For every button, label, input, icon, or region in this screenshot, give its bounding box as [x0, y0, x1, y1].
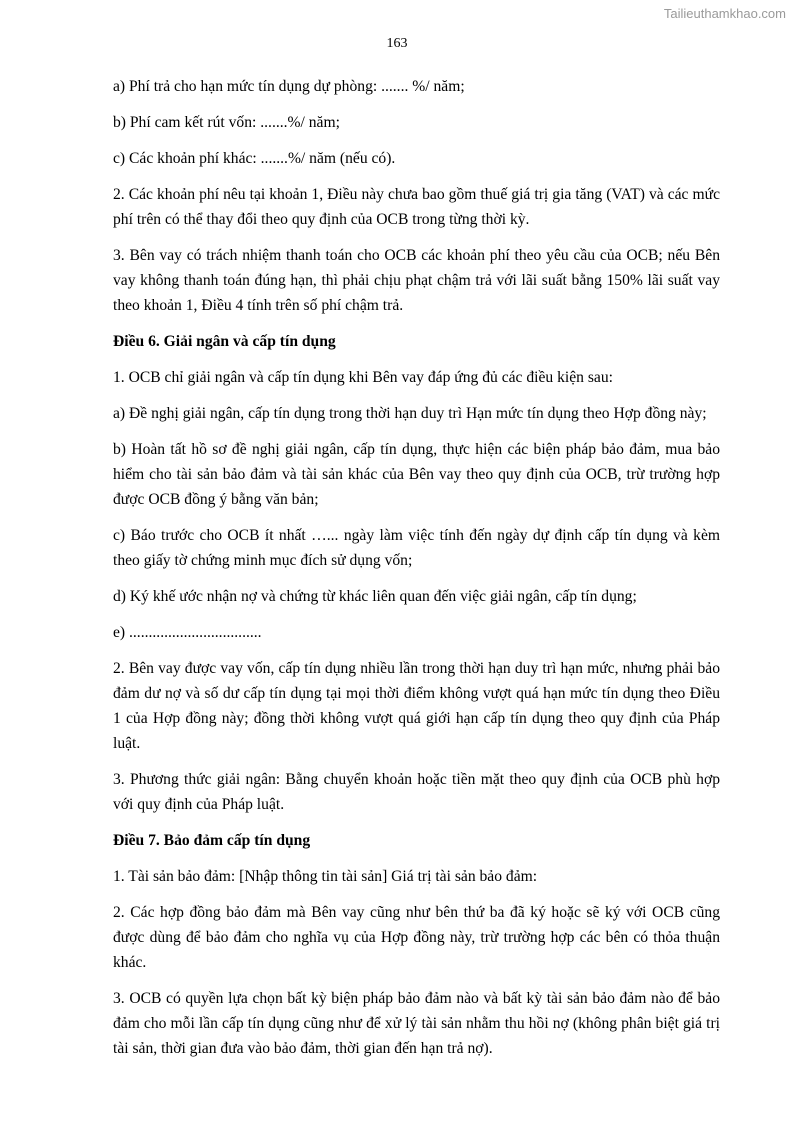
- article-6-item-c: c) Báo trước cho OCB ít nhất …... ngày làm việc tính đến ngày dự định cấp tín dụng và kèm theo giấy tờ chứng minh mục đích sử dụng vốn;: [113, 527, 720, 569]
- watermark: Tailieuthamkhao.com: [663, 6, 786, 21]
- article-6-clause-3: 3. Phương thức giải ngân: Bằng chuyển khoản hoặc tiền mặt theo quy định của OCB phù hợp với quy định của Pháp luật.: [113, 771, 720, 813]
- article-6-item-e: e) ..................................: [113, 624, 262, 641]
- clause-2-vat: 2. Các khoản phí nêu tại khoản 1, Điều này chưa bao gồm thuế giá trị gia tăng (VAT) và các mức phí trên có thể thay đổi theo quy định của OCB trong từng thời kỳ.: [113, 186, 720, 228]
- article-6-item-d: d) Ký khế ước nhận nợ và chứng từ khác liên quan đến việc giải ngân, cấp tín dụng;: [113, 588, 637, 605]
- article-6-heading: Điều 6. Giải ngân và cấp tín dụng: [113, 333, 336, 350]
- article-7-heading: Điều 7. Bảo đảm cấp tín dụng: [113, 832, 311, 849]
- fee-item-b: b) Phí cam kết rút vốn: .......%/ năm;: [113, 114, 340, 131]
- article-6-clause-1: 1. OCB chỉ giải ngân và cấp tín dụng khi Bên vay đáp ứng đủ các điều kiện sau:: [113, 369, 613, 386]
- article-7-clause-2: 2. Các hợp đồng bảo đảm mà Bên vay cũng như bên thứ ba đã ký hoặc sẽ ký với OCB cũng được dùng để bảo đảm cho nghĩa vụ của Hợp đồng này, trừ trường hợp các bên có thỏa thuận khác.: [113, 904, 720, 971]
- page-number: 163: [386, 36, 408, 51]
- article-7-clause-1: 1. Tài sản bảo đảm: [Nhập thông tin tài sản] Giá trị tài sản bảo đảm:: [113, 868, 538, 885]
- document-body: [113, 74, 720, 1072]
- article-7-clause-3: 3. OCB có quyền lựa chọn bất kỳ biện pháp bảo đảm nào và bất kỳ tài sản bảo đảm nào để bảo đảm cho mỗi lần cấp tín dụng cũng như để xử lý tài sản nhằm thu hồi nợ (không phân biệt giá trị tài sản, thời gian đưa vào bảo đảm, thời gian đến hạn trả nợ).: [113, 990, 720, 1057]
- article-6-item-b: b) Hoàn tất hồ sơ đề nghị giải ngân, cấp tín dụng, thực hiện các biện pháp bảo đảm, mua bảo hiểm cho tài sản bảo đảm và tài sản khác của Bên vay theo quy định của OCB, trừ trường hợp được OCB đồng ý bằng văn bản;: [113, 441, 720, 508]
- fee-item-c: c) Các khoản phí khác: .......%/ năm (nếu có).: [113, 150, 396, 167]
- article-6-clause-2: 2. Bên vay được vay vốn, cấp tín dụng nhiều lần trong thời hạn duy trì hạn mức, nhưng phải bảo đảm dư nợ và số dư cấp tín dụng tại mọi thời điểm không vượt quá hạn mức tín dụng theo Điều 1 của Hợp đồng này; đồng thời không vượt quá giới hạn cấp tín dụng theo quy định của Pháp luật.: [113, 660, 720, 752]
- fee-item-a: a) Phí trả cho hạn mức tín dụng dự phòng: ....... %/ năm;: [113, 78, 465, 95]
- article-6-item-a: a) Đề nghị giải ngân, cấp tín dụng trong thời hạn duy trì Hạn mức tín dụng theo Hợp đồng này;: [113, 405, 707, 422]
- clause-3-late-payment: 3. Bên vay có trách nhiệm thanh toán cho OCB các khoản phí theo yêu cầu của OCB; nếu Bên vay không thanh toán đúng hạn, thì phải chịu phạt chậm trả với lãi suất bằng 150% lãi suất vay theo khoản 1, Điều 4 tính trên số phí chậm trả.: [113, 247, 720, 314]
